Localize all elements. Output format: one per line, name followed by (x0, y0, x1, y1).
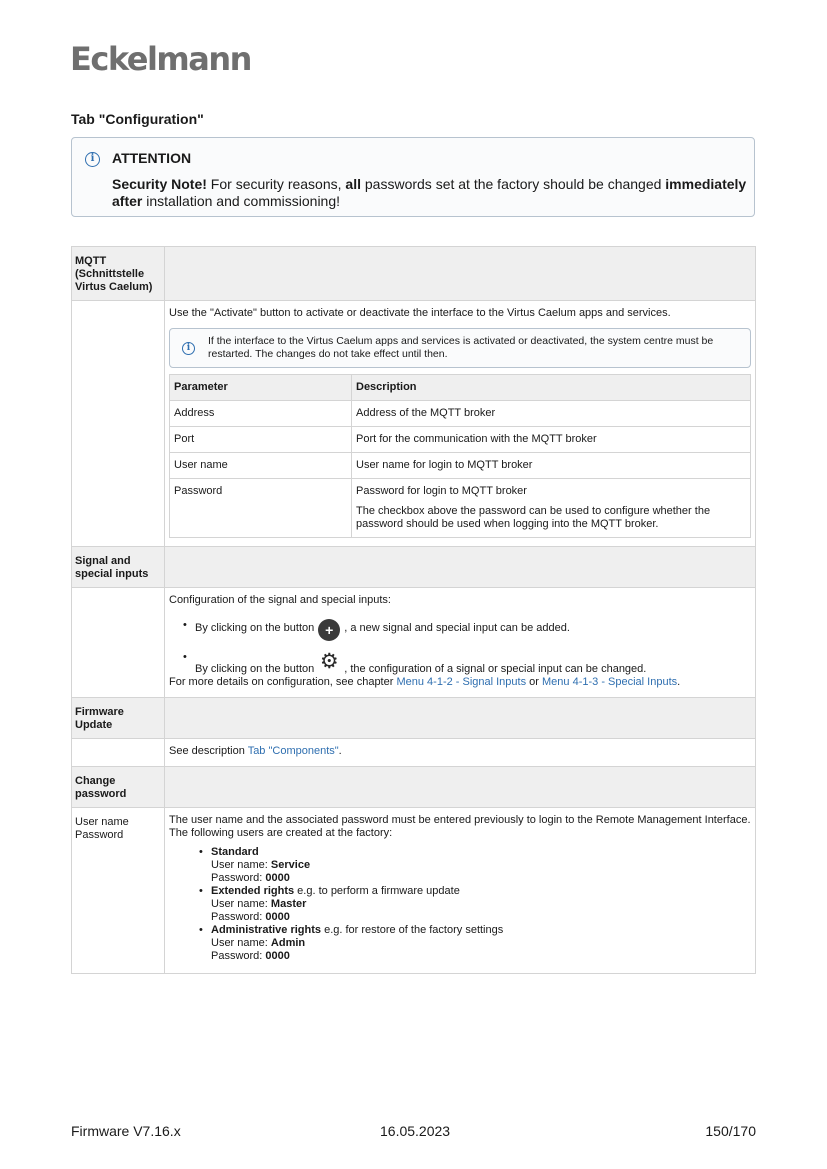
footer-date: 16.05.2023 (380, 1123, 451, 1139)
more-details-text: . (677, 676, 681, 688)
more-details-text: or (526, 676, 543, 688)
user-role: Administrative rights (211, 924, 322, 936)
parameter-note: The checkbox above the password can be used to configure whether the password should be used when logging into the MQTT broker. (356, 505, 711, 530)
user-role-note: e.g. to perform a firmware update (294, 885, 460, 897)
section-header-row (72, 698, 756, 739)
table-row (170, 479, 751, 538)
attention-title: ATTENTION (112, 150, 192, 166)
firmware-content-row (72, 739, 756, 767)
user-password-line: Password: 0000 (211, 911, 290, 923)
password-intro: The user name and the associated password must be entered previously to login to the Remote Management Interface. The following users are created at the factory: (169, 814, 751, 839)
signal-more-details (169, 676, 751, 689)
user-name-line: User name: Service (211, 859, 311, 871)
user-name-value: Service (270, 859, 311, 871)
parameter-description (352, 479, 751, 538)
section-header-row (72, 767, 756, 808)
attention-text-part: passwords set at the factory should be changed (361, 176, 666, 192)
attention-text-part: installation and commissioning! (142, 193, 341, 209)
parameter-description-text: Password for login to MQTT broker (356, 485, 527, 497)
mqtt-intro: Use the "Activate" button to activate or deactivate the interface to the Virtus Caelum apps and services. (169, 307, 671, 319)
parameter-description: User name for login to MQTT broker (352, 453, 751, 479)
user-password-value: 0000 (265, 872, 290, 884)
attention-emphasis: all (345, 176, 361, 192)
table-row (170, 453, 751, 479)
info-icon: i (85, 152, 100, 167)
signal-bullet-list (169, 619, 751, 676)
parameter-name: Port (170, 427, 352, 453)
gear-icon[interactable]: ⚙ (319, 650, 339, 673)
user-password-line: Password: 0000 (211, 872, 290, 884)
user-password-value: 0000 (265, 950, 290, 962)
table-row (170, 427, 751, 453)
mqtt-info-box (169, 328, 751, 368)
footer-page-number: 150/170 (705, 1123, 756, 1139)
section-header-row (72, 247, 756, 301)
bullet-text: By clicking on the button (195, 663, 315, 675)
attention-text-part: For security reasons, (206, 176, 346, 192)
special-inputs-link[interactable]: Menu 4-1-3 - Special Inputs (542, 676, 678, 688)
configuration-table (71, 246, 756, 974)
firmware-section-label: Firmware Update (72, 698, 165, 739)
signal-intro: Configuration of the signal and special inputs: (169, 594, 391, 606)
components-tab-link[interactable]: Tab "Components" (247, 745, 339, 757)
user-password-line: Password: 0000 (211, 950, 290, 962)
section-header-row (72, 547, 756, 588)
user-name-line: User name: Master (211, 898, 307, 910)
parameter-description: Port for the communication with the MQTT broker (352, 427, 751, 453)
user-role: Extended rights (211, 885, 295, 897)
attention-text (112, 176, 747, 210)
factory-users-list (169, 846, 751, 963)
password-row-label: Password (75, 829, 124, 841)
parameter-column-header: Parameter (170, 375, 352, 401)
parameter-description: Address of the MQTT broker (352, 401, 751, 427)
user-role: Standard (211, 846, 259, 858)
bullet-text: , the configuration of a signal or special input can be changed. (344, 663, 647, 675)
list-item (211, 924, 751, 963)
attention-box (71, 137, 755, 217)
user-name-value: Admin (270, 937, 306, 949)
bullet-text: , a new signal and special input can be added. (344, 622, 570, 634)
security-note-label: Security Note! (112, 176, 207, 192)
user-role-note: e.g. for restore of the factory settings (321, 924, 504, 936)
mqtt-parameter-table (169, 374, 751, 538)
parameter-name: Address (170, 401, 352, 427)
password-section-label: Change password (72, 767, 165, 808)
plus-circle-icon[interactable]: + (318, 619, 340, 641)
attention-emphasis: immediately after (112, 176, 747, 209)
firmware-text: . (338, 745, 342, 757)
firmware-text: See description (169, 745, 248, 757)
username-row-label: User name (75, 816, 129, 828)
list-item (211, 885, 751, 924)
section-title: Tab "Configuration" (71, 111, 204, 127)
more-details-text: For more details on configuration, see chapter (169, 676, 397, 688)
footer-firmware-version: Firmware V7.16.x (71, 1123, 181, 1139)
list-item (211, 846, 751, 885)
parameter-name: User name (170, 453, 352, 479)
mqtt-content-row (72, 301, 756, 547)
mqtt-info-text: If the interface to the Virtus Caelum apps and services is activated or deactivated, the system centre must be restarted. The changes do not take effect until then. (208, 335, 714, 360)
list-item (195, 651, 751, 676)
user-password-value: 0000 (265, 911, 290, 923)
user-name-value: Master (270, 898, 307, 910)
list-item (195, 619, 751, 641)
parameter-table-header (170, 375, 751, 401)
signal-section-label: Signal and special inputs (72, 547, 165, 588)
eckelmann-logo: Eckelmann (70, 40, 251, 78)
mqtt-section-label: MQTT (Schnittstelle Virtus Caelum) (72, 247, 165, 301)
user-name-line: User name: Admin (211, 937, 306, 949)
signal-inputs-link[interactable]: Menu 4-1-2 - Signal Inputs (396, 676, 527, 688)
bullet-text: By clicking on the button (195, 622, 315, 634)
signal-content-row (72, 588, 756, 698)
password-content-row (72, 808, 756, 974)
parameter-name: Password (170, 479, 352, 538)
description-column-header: Description (352, 375, 751, 401)
info-icon: i (182, 342, 195, 355)
table-row (170, 401, 751, 427)
